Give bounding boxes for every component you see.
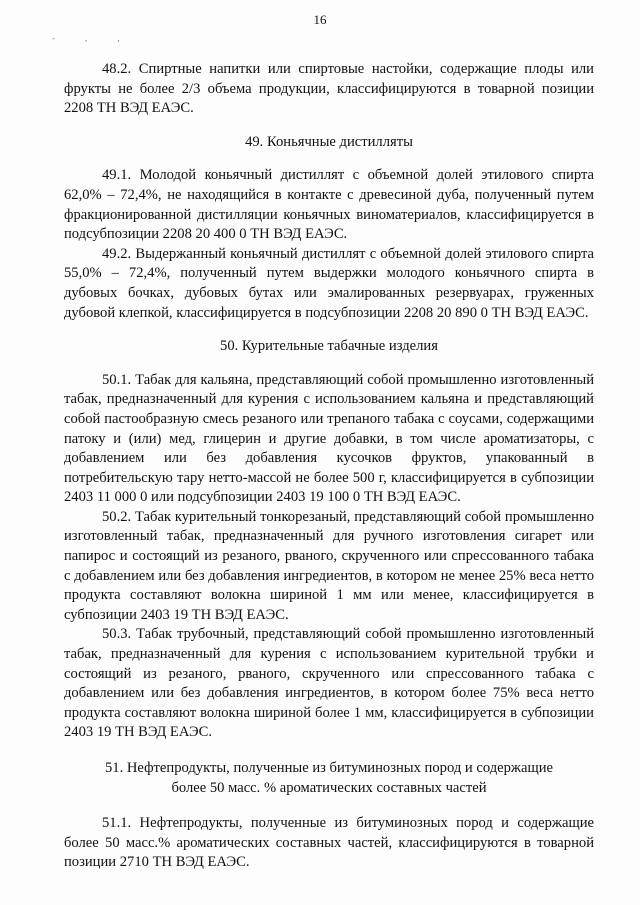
page-number: 16 — [313, 12, 327, 27]
paragraph-50-1: 50.1. Табак для кальяна, представляющий собой промышленно изготовленный табак, предназначенный для курения с использованием кальяна и представляющий собой пастообразную смесь резаного или трепаного табака с соусами, содержащими патоку и (или) мед, глицерин и другие добавки, в том числе ароматизаторы, с добавлением или без добавления кусочков фруктов, упакованный в потребительскую тару нетто-массой не более 500 г, классифицируется в субпозиции 2403 11 000 0 или подсубпозиции 2403 19 100 0 ТН ВЭД ЕАЭС. — [64, 371, 594, 506]
section-heading-50: 50. Курительные табачные изделия — [220, 338, 438, 355]
section-heading-51 — [64, 759, 594, 798]
paragraph-48-2: 48.2. Спиртные напитки или спиртовые настойки, содержащие плоды или фрукты не более 2/3 объема продукции, классифицируются в товарной позиции 2208 ТН ВЭД ЕАЭС. — [64, 61, 594, 117]
section-heading-49: 49. Коньячные дистилляты — [245, 133, 413, 150]
paragraph-50-3: 50.3. Табак трубочный, представляющий собой промышленно изготовленный табак, предназначенный для курения с использованием курительной трубки и состоящий из резаного, рваного, скрученного или спрессованного табака с добавлением или без добавления ингредиентов, в котором более 75% веса нетто продукта составляют волокна шириной более 1 мм, классифицируется в субпозиции 2403 19 ТН ВЭД ЕАЭС. — [64, 626, 594, 741]
paragraph-50-2: 50.2. Табак курительный тонкорезаный, представляющий собой промышленно изготовленный табак, предназначенный для ручного изготовления сигарет или папирос и состоящий из резаного, рваного, скрученного или спрессованного табака с добавлением или без добавления ингредиентов, в котором не менее 25% веса нетто продукта составляют волокна шириной 1 мм или менее, классифицируется в субпозиции 2403 19 ТН ВЭД ЕАЭС. — [64, 508, 594, 623]
document-body — [64, 60, 594, 873]
section-heading-51-line-1: 51. Нефтепродукты, полученные из битуминозных пород и содержащие — [104, 760, 554, 776]
paragraph-51-1: 51.1. Нефтепродукты, полученные из битуминозных пород и содержащие более 50 масс.% ароматических составных частей, классифицируются в товарной позиции 2710 ТН ВЭД ЕАЭС. — [64, 815, 594, 871]
scan-specks: - ‚ , — [52, 34, 134, 43]
section-heading-51-line-2: более 50 масс. % ароматических составных частей — [171, 779, 487, 796]
paragraph-49-2: 49.2. Выдержанный коньячный дистиллят с объемной долей этилового спирта 55,0% – 72,4%, полученный путем выдержки молодого коньячного спирта в дубовых бочках, дубовых бутах или эмалированных резервуарах, груженных дубовой клепкой, классифицируется в подсубпозиции 2208 20 890 0 ТН ВЭД ЕАЭС. — [64, 245, 594, 321]
paragraph-49-1: 49.1. Молодой коньячный дистиллят с объемной долей этилового спирта 62,0% – 72,4%, не находящийся в контакте с древесиной дуба, полученный путем фракционированной дистилляции коньячных виноматериалов, классифицируется в подсубпозиции 2208 20 400 0 ТН ВЭД ЕАЭС. — [64, 167, 594, 243]
